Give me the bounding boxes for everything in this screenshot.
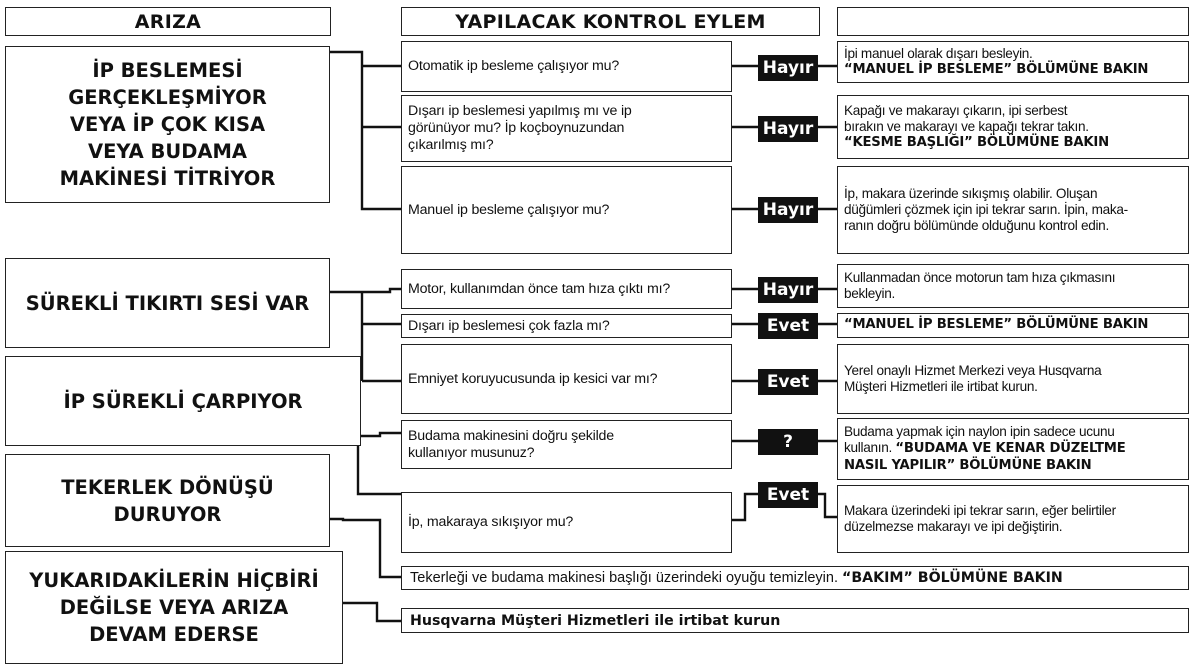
check-auto-feed: Otomatik ip besleme çalışıyor mu? [401, 41, 732, 92]
badge-yes: Evet [758, 482, 818, 508]
action-reference: Husqvarna Müşteri Hizmetleri ile irtibat kurun [410, 612, 781, 629]
action-text: Yerel onaylı Hizmet Merkezi veya Husqvarna Müşteri Hizmetleri ile irtibat kurun. [844, 362, 1102, 394]
badge-yes: Evet [758, 369, 818, 395]
check-correct-use: Budama makinesini doğru şekilde kullanıyor musunuz? [401, 420, 732, 469]
action-reference: “BUDAMA VE KENAR DÜZELTME NASIL YAPILIR” BÖLÜMÜNE BAKIN [844, 440, 1126, 474]
action-reference: “MANUEL İP BESLEME” BÖLÜMÜNE BAKIN [844, 62, 1149, 77]
badge-no: Hayır [758, 197, 818, 223]
action-contact-service [401, 608, 1189, 633]
action-text: İpi manuel olarak dışarı besleyin. [844, 45, 1033, 61]
action-text-group [844, 424, 1182, 475]
fault-rattling-noise: SÜREKLİ TIKIRTI SESİ VAR [5, 258, 330, 348]
check-line-cutter: Emniyet koruyucusunda ip kesici var mı? [401, 344, 732, 414]
action-clean-wheel [401, 566, 1189, 590]
action-text: İp, makara üzerinde sıkışmış olabilir. Oluşan düğümleri çözmek için ipi tekrar sarın. İpin, maka- ranın doğru bölümünde olduğunu kontrol edin. [844, 185, 1128, 234]
action-text: Tekerleği ve budama makinesi başlığı üzerindeki oyuğu temizleyin. [410, 570, 838, 586]
badge-yes: Evet [758, 313, 818, 339]
action-text: Budama yapmak için naylon ipin sadece ucunu kullanın. [844, 423, 1115, 455]
badge-no: Hayır [758, 277, 818, 303]
action-text: Makara üzerindeki ipi tekrar sarın, eğer belirtiler düzelmezse makarayı ve ipi değiştirin. [844, 502, 1116, 534]
badge-no: Hayır [758, 116, 818, 142]
header-result [837, 7, 1189, 36]
badge-question: ? [758, 429, 818, 455]
action-trimming-tip [837, 418, 1189, 480]
action-text: Kullanmadan önce motorun tam hıza çıkmasını bekleyin. [844, 269, 1116, 301]
check-manual-feed: Manuel ip besleme çalışıyor mu? [401, 166, 732, 254]
check-line-excess: Dışarı ip beslemesi çok fazla mı? [401, 314, 732, 338]
check-line-visible: Dışarı ip beslemesi yapılmış mı ve ip görünüyor mu? İp koçboynuzundan çıkarılmış mı? [401, 95, 732, 162]
fault-line-snapping: İP SÜREKLİ ÇARPIYOR [5, 356, 361, 446]
action-reference: “KESME BAŞLIĞI” BÖLÜMÜNE BAKIN [844, 135, 1109, 151]
check-motor-speed: Motor, kullanımdan önce tam hıza çıktı mı? [401, 269, 732, 309]
action-manual-feed [837, 41, 1189, 83]
action-rewind-line [837, 166, 1189, 254]
action-manual-feed-ref [837, 313, 1189, 338]
action-wait-motor [837, 264, 1189, 308]
check-line-stuck: İp, makaraya sıkışıyor mu? [401, 492, 732, 553]
header-action: YAPILACAK KONTROL EYLEM [401, 7, 820, 36]
fault-line-feed: İP BESLEMESİ GERÇEKLEŞMİYOR VEYA İP ÇOK KISA VEYA BUDAMA MAKİNESİ TİTRİYOR [5, 46, 330, 203]
action-text: Kapağı ve makarayı çıkarın, ipi serbest bırakın ve makarayı ve kapağı tekrar takın. [844, 102, 1089, 134]
badge-no: Hayır [758, 55, 818, 81]
fault-wheel-rotation: TEKERLEK DÖNÜŞÜ DURUYOR [5, 454, 330, 547]
action-replace-spool [837, 485, 1189, 553]
action-service-center [837, 344, 1189, 414]
fault-none-of-above: YUKARIDAKİLERİN HİÇBİRİ DEĞİLSE VEYA ARIZA DEVAM EDERSE [5, 551, 343, 664]
action-reference: “BAKIM” BÖLÜMÜNE BAKIN [842, 570, 1063, 586]
action-reference: “MANUEL İP BESLEME” BÖLÜMÜNE BAKIN [844, 317, 1149, 333]
action-cutting-head [837, 95, 1189, 159]
header-fault: ARIZA [5, 7, 331, 36]
